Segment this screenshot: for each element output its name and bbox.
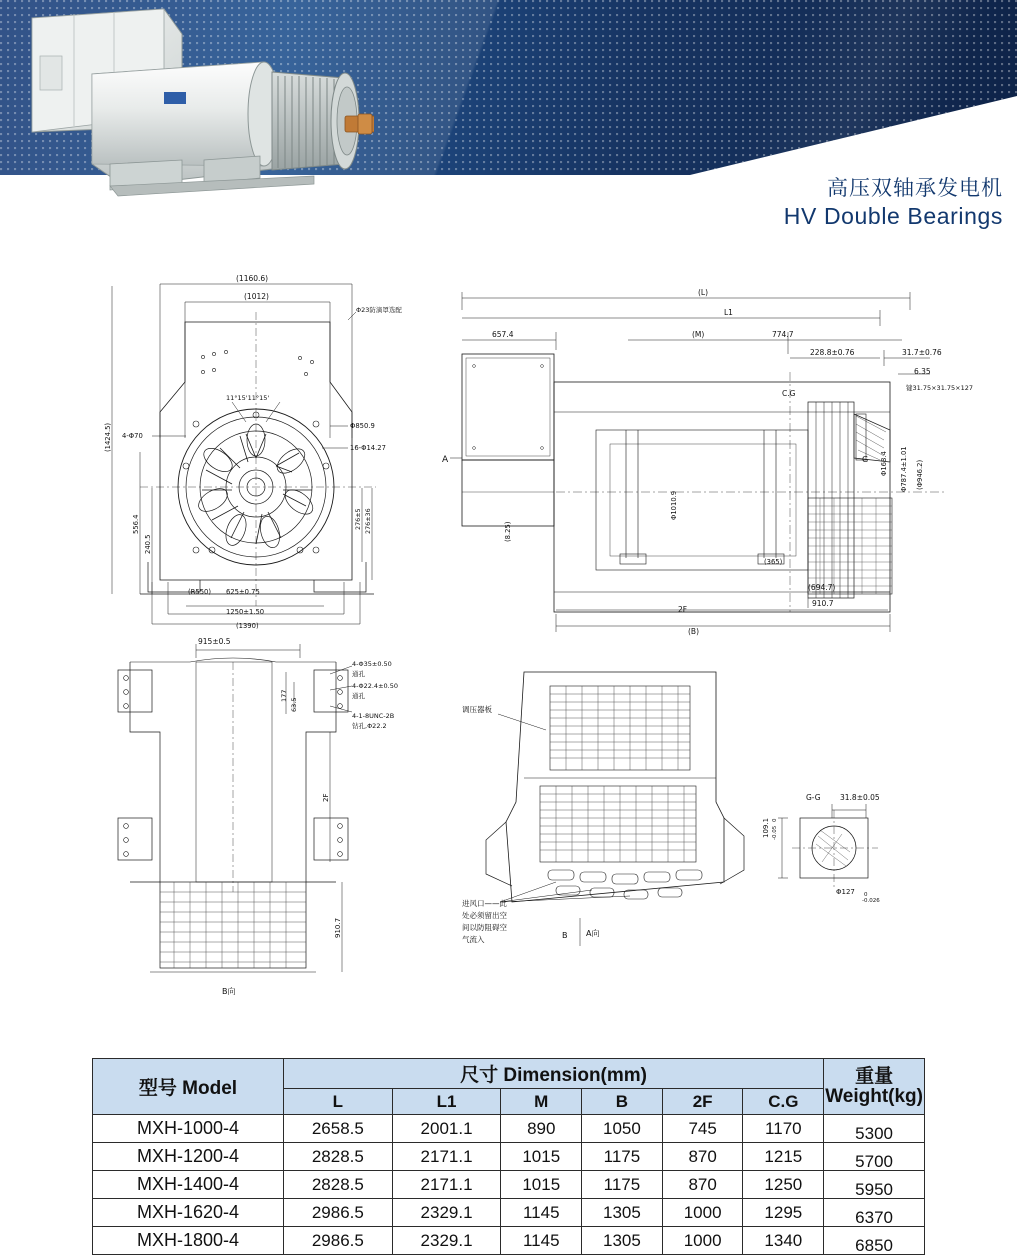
svg-text:6.35: 6.35 xyxy=(914,367,931,376)
header-l: L xyxy=(284,1089,393,1115)
svg-text:109.1: 109.1 xyxy=(762,817,770,838)
rear-intake-view xyxy=(462,672,744,946)
svg-text:31.8±0.05: 31.8±0.05 xyxy=(840,793,880,802)
cell-model: MXH-1400-4 xyxy=(93,1171,284,1199)
page-header xyxy=(0,0,1017,240)
page-title-en: HV Double Bearings xyxy=(783,203,1003,229)
svg-text:钻孔,Φ22.2: 钻孔,Φ22.2 xyxy=(352,722,387,730)
svg-text:(1424.5): (1424.5) xyxy=(104,422,112,452)
section-gg-view xyxy=(762,793,880,904)
svg-text:-0.05: -0.05 xyxy=(772,825,778,840)
svg-text:进风口——此: 进风口——此 xyxy=(462,899,507,908)
cell-l1: 2329.1 xyxy=(392,1199,501,1227)
svg-text:240.5: 240.5 xyxy=(144,534,152,554)
svg-text:276±5: 276±5 xyxy=(354,508,362,530)
cell-cg: 1215 xyxy=(743,1143,824,1171)
svg-text:4-Φ70: 4-Φ70 xyxy=(122,432,143,440)
technical-drawing-area xyxy=(0,262,1017,1022)
header-weight-zh: 重量 xyxy=(855,1065,894,1087)
svg-text:4-1-8UNC-2B: 4-1-8UNC-2B xyxy=(352,712,395,720)
cell-weight: 6850 xyxy=(824,1227,925,1255)
cell-b: 1175 xyxy=(582,1171,663,1199)
cell-weight: 5300 xyxy=(824,1115,925,1143)
svg-text:(L): (L) xyxy=(698,288,709,297)
table-row xyxy=(93,1227,925,1255)
svg-text:2F: 2F xyxy=(322,793,330,802)
cell-2f: 1000 xyxy=(662,1227,743,1255)
svg-text:1250±1.50: 1250±1.50 xyxy=(226,608,265,616)
svg-text:-0.026: -0.026 xyxy=(862,898,880,904)
svg-text:调压器板: 调压器板 xyxy=(462,705,492,714)
svg-text:键31.75×31.75×127: 键31.75×31.75×127 xyxy=(906,384,974,392)
table-header-row-1 xyxy=(93,1059,925,1089)
cell-l1: 2329.1 xyxy=(392,1227,501,1255)
cell-model: MXH-1000-4 xyxy=(93,1115,284,1143)
svg-text:Φ23防滴罩选配: Φ23防滴罩选配 xyxy=(356,306,402,314)
svg-text:(R550): (R550) xyxy=(188,588,211,596)
header-weight-en: Weight(kg) xyxy=(825,1085,923,1107)
svg-text:C.G: C.G xyxy=(782,389,796,398)
header-weight xyxy=(824,1059,925,1115)
svg-text:4-Φ22.4±0.50: 4-Φ22.4±0.50 xyxy=(352,682,398,690)
svg-text:625±0.75: 625±0.75 xyxy=(226,588,260,596)
svg-text:910.7: 910.7 xyxy=(334,917,342,938)
table-row xyxy=(93,1115,925,1143)
svg-text:31.7±0.76: 31.7±0.76 xyxy=(902,348,942,357)
cell-l: 2828.5 xyxy=(284,1171,393,1199)
cell-2f: 745 xyxy=(662,1115,743,1143)
svg-text:774.7: 774.7 xyxy=(772,330,794,339)
svg-text:(1390): (1390) xyxy=(236,622,259,630)
cell-l1: 2171.1 xyxy=(392,1143,501,1171)
svg-text:11°15'11°15': 11°15'11°15' xyxy=(226,394,270,402)
svg-text:228.8±0.76: 228.8±0.76 xyxy=(810,348,855,357)
cell-weight: 6370 xyxy=(824,1199,925,1227)
cell-l: 2986.5 xyxy=(284,1199,393,1227)
svg-text:Φ1010.9: Φ1010.9 xyxy=(670,490,678,520)
header-l1: L1 xyxy=(392,1089,501,1115)
table-row xyxy=(93,1171,925,1199)
svg-text:B向: B向 xyxy=(222,987,236,996)
front-view xyxy=(104,274,402,630)
svg-text:657.4: 657.4 xyxy=(492,330,514,339)
svg-text:G: G xyxy=(862,455,869,464)
cell-weight: 5700 xyxy=(824,1143,925,1171)
svg-text:0: 0 xyxy=(864,892,868,898)
svg-text:Φ787.4±1.01: Φ787.4±1.01 xyxy=(900,446,908,492)
svg-text:(1160.6): (1160.6) xyxy=(236,274,269,283)
svg-text:L1: L1 xyxy=(724,308,733,317)
svg-text:通孔: 通孔 xyxy=(352,692,365,700)
specification-table-wrapper xyxy=(92,1058,925,1255)
cell-cg: 1340 xyxy=(743,1227,824,1255)
svg-text:910.7: 910.7 xyxy=(812,599,834,608)
page-title-zh: 高压双轴承发电机 xyxy=(827,176,1003,200)
cell-b: 1175 xyxy=(582,1143,663,1171)
svg-text:4-Φ35±0.50: 4-Φ35±0.50 xyxy=(352,660,392,668)
cell-m: 1145 xyxy=(501,1227,582,1255)
cell-l: 2986.5 xyxy=(284,1227,393,1255)
table-row xyxy=(93,1199,925,1227)
cell-cg: 1250 xyxy=(743,1171,824,1199)
cell-model: MXH-1200-4 xyxy=(93,1143,284,1171)
table-row xyxy=(93,1143,925,1171)
svg-text:(B): (B) xyxy=(688,627,699,636)
specification-table xyxy=(92,1058,925,1255)
svg-text:556.4: 556.4 xyxy=(132,514,140,534)
svg-text:B: B xyxy=(562,931,568,940)
cell-l1: 2171.1 xyxy=(392,1171,501,1199)
cell-model: MXH-1620-4 xyxy=(93,1199,284,1227)
svg-text:(694.7): (694.7) xyxy=(808,583,836,592)
header-model: 型号 Model xyxy=(93,1059,284,1115)
cell-2f: 870 xyxy=(662,1171,743,1199)
svg-text:Φ850.9: Φ850.9 xyxy=(350,422,375,430)
cell-l: 2828.5 xyxy=(284,1143,393,1171)
cell-2f: 870 xyxy=(662,1143,743,1171)
cell-l1: 2001.1 xyxy=(392,1115,501,1143)
svg-text:(Φ946.2): (Φ946.2) xyxy=(916,459,924,490)
header-dimension: 尺寸 Dimension(mm) xyxy=(284,1059,824,1089)
header-cg: C.G xyxy=(743,1089,824,1115)
header-b: B xyxy=(582,1089,663,1115)
cell-l: 2658.5 xyxy=(284,1115,393,1143)
svg-text:处必须留出空: 处必须留出空 xyxy=(462,911,507,920)
cell-weight: 5950 xyxy=(824,1171,925,1199)
cell-b: 1305 xyxy=(582,1227,663,1255)
cell-cg: 1295 xyxy=(743,1199,824,1227)
svg-text:A向: A向 xyxy=(586,929,600,938)
svg-text:276±36: 276±36 xyxy=(364,508,372,534)
svg-text:(M): (M) xyxy=(692,330,705,339)
svg-text:G-G: G-G xyxy=(806,793,821,802)
svg-text:2F: 2F xyxy=(678,605,688,614)
svg-text:Φ168.4: Φ168.4 xyxy=(880,451,888,476)
svg-text:177: 177 xyxy=(280,689,288,702)
cell-m: 1015 xyxy=(501,1171,582,1199)
cell-model: MXH-1800-4 xyxy=(93,1227,284,1255)
cell-m: 1015 xyxy=(501,1143,582,1171)
svg-text:通孔: 通孔 xyxy=(352,670,365,678)
cell-b: 1050 xyxy=(582,1115,663,1143)
svg-text:气流入: 气流入 xyxy=(462,935,485,944)
header-2f: 2F xyxy=(662,1089,743,1115)
svg-text:915±0.5: 915±0.5 xyxy=(198,637,231,646)
svg-text:0: 0 xyxy=(772,818,778,822)
generator-product-photo xyxy=(14,4,374,216)
svg-text:(1012): (1012) xyxy=(244,292,269,301)
cell-b: 1305 xyxy=(582,1199,663,1227)
svg-text:16-Φ14.27: 16-Φ14.27 xyxy=(350,444,386,452)
svg-text:Φ127: Φ127 xyxy=(836,888,855,896)
svg-text:A: A xyxy=(442,455,449,465)
cell-cg: 1170 xyxy=(743,1115,824,1143)
header-m: M xyxy=(501,1089,582,1115)
cell-m: 1145 xyxy=(501,1199,582,1227)
svg-text:间以防阻碍空: 间以防阻碍空 xyxy=(462,923,507,932)
base-plan-view xyxy=(118,637,398,996)
svg-text:63.5: 63.5 xyxy=(290,697,298,712)
svg-text:(365): (365) xyxy=(764,558,783,566)
cell-m: 890 xyxy=(501,1115,582,1143)
side-section-view xyxy=(442,288,973,636)
cell-2f: 1000 xyxy=(662,1199,743,1227)
svg-text:(8.25): (8.25) xyxy=(504,521,512,542)
